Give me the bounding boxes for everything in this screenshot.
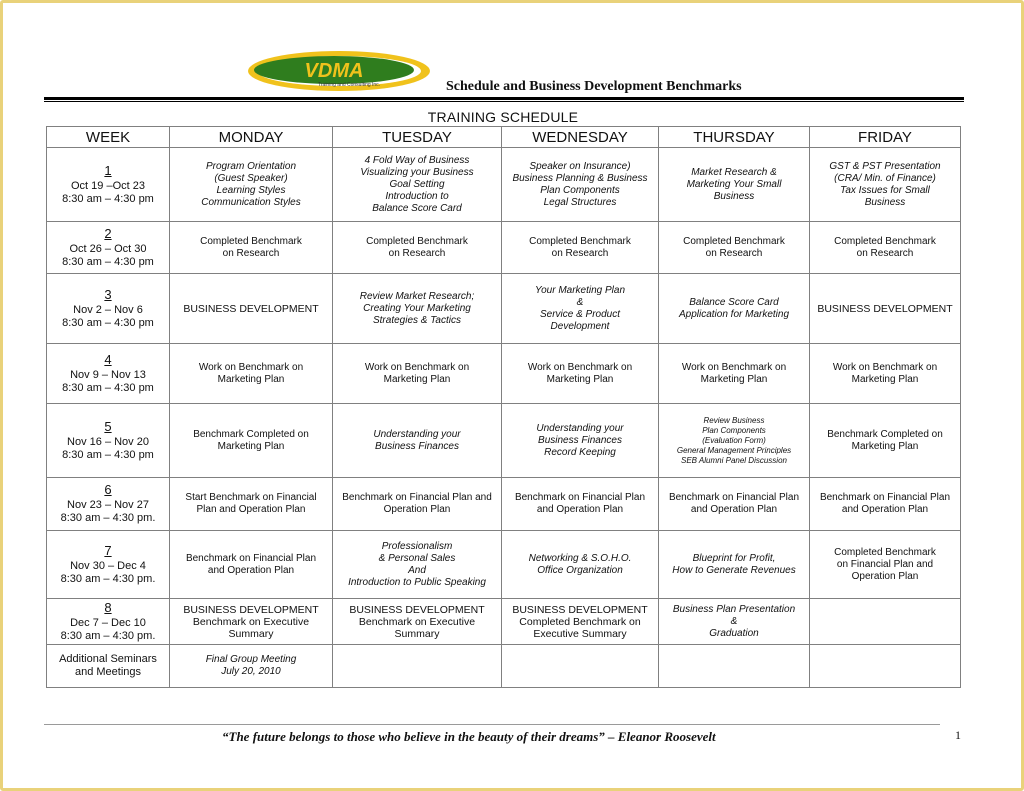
schedule-cell: Benchmark on Financial Plan and Operation Plan xyxy=(502,478,659,531)
week-cell xyxy=(47,404,170,478)
week-time: 8:30 am – 4:30 pm xyxy=(62,255,154,268)
week-cell xyxy=(47,222,170,274)
column-header: MONDAY xyxy=(170,127,333,148)
schedule-cell: BUSINESS DEVELOPMENT Benchmark on Executive Summary xyxy=(333,599,502,645)
schedule-cell: Final Group Meeting July 20, 2010 xyxy=(170,645,333,688)
schedule-cell: Professionalism & Personal Sales And Introduction to Public Speaking xyxy=(333,531,502,599)
column-header: WEEK xyxy=(47,127,170,148)
schedule-cell: Work on Benchmark on Marketing Plan xyxy=(170,344,333,404)
schedule-cell: Business Plan Presentation & Graduation xyxy=(659,599,810,645)
schedule-cell: Completed Benchmark on Financial Plan and Operation Plan xyxy=(810,531,961,599)
schedule-cell: BUSINESS DEVELOPMENT xyxy=(170,274,333,344)
schedule-cell: Completed Benchmark on Research xyxy=(170,222,333,274)
column-header: FRIDAY xyxy=(810,127,961,148)
svg-text:VDMA: VDMA xyxy=(304,60,364,82)
schedule-cell: Understanding your Business Finances xyxy=(333,404,502,478)
schedule-cell: Program Orientation (Guest Speaker) Learning Styles Communication Styles xyxy=(170,148,333,222)
footer-rule xyxy=(44,724,940,725)
schedule-cell: Blueprint for Profit, How to Generate Revenues xyxy=(659,531,810,599)
schedule-cell: Benchmark on Financial Plan and Operation Plan xyxy=(170,531,333,599)
table-row xyxy=(47,344,961,404)
week-num: 4 xyxy=(104,351,112,367)
week-cell xyxy=(47,531,170,599)
schedule-cell: BUSINESS DEVELOPMENT Completed Benchmark on Executive Summary xyxy=(502,599,659,645)
table-row xyxy=(47,599,961,645)
table-row xyxy=(47,222,961,274)
schedule-cell: Benchmark on Financial Plan and Operation Plan xyxy=(810,478,961,531)
week-dates: Nov 30 – Dec 4 xyxy=(70,559,146,572)
week-num: 3 xyxy=(104,286,112,302)
table-row xyxy=(47,531,961,599)
week-dates: Nov 23 – Nov 27 xyxy=(67,499,149,511)
week-num: 7 xyxy=(104,542,112,558)
schedule-cell: Benchmark Completed on Marketing Plan xyxy=(810,404,961,478)
week-dates: Nov 16 – Nov 20 xyxy=(67,435,149,448)
week-cell xyxy=(47,148,170,222)
week-dates: Oct 26 – Oct 30 xyxy=(69,242,147,255)
header-rule-thin xyxy=(44,101,964,102)
week-dates: Dec 7 – Dec 10 xyxy=(70,616,146,629)
week-cell xyxy=(47,645,170,688)
schedule-cell: Review Market Research; Creating Your Marketing Strategies & Tactics xyxy=(333,274,502,344)
schedule-cell: Completed Benchmark on Research xyxy=(810,222,961,274)
schedule-cell: Speaker on Insurance) Business Planning & Business Plan Components Legal Structures xyxy=(502,148,659,222)
week-dates: Nov 9 – Nov 13 xyxy=(70,368,146,381)
schedule-cell: Review Business Plan Components (Evaluation Form) General Management Principles SEB Alumni Panel Discussion xyxy=(659,404,810,478)
week-dates: Oct 19 –Oct 23 xyxy=(71,179,145,192)
week-time: 8:30 am – 4:30 pm. xyxy=(60,512,156,524)
week-time: 8:30 am – 4:30 pm. xyxy=(60,572,156,585)
schedule-cell: Market Research & Marketing Your Small Business xyxy=(659,148,810,222)
week-label: Additional Seminars and Meetings xyxy=(59,653,157,678)
schedule-cell: Networking & S.O.H.O. Office Organization xyxy=(502,531,659,599)
week-cell xyxy=(47,599,170,645)
week-cell xyxy=(47,274,170,344)
schedule-cell: Benchmark on Financial Plan and Operation Plan xyxy=(659,478,810,531)
logo-tagline: Training and Consulting Inc. xyxy=(318,82,381,88)
schedule-cell xyxy=(810,645,961,688)
week-num: 6 xyxy=(104,482,112,497)
schedule-cell: Work on Benchmark on Marketing Plan xyxy=(333,344,502,404)
schedule-cell: Completed Benchmark on Research xyxy=(659,222,810,274)
week-time: 8:30 am – 4:30 pm xyxy=(62,381,154,394)
footer-quote: “The future belongs to those who believe in the beauty of their dreams” – Eleanor Roosevelt xyxy=(222,729,716,744)
week-num: 8 xyxy=(104,599,112,615)
table-header-row xyxy=(47,127,961,148)
schedule-cell: Benchmark on Financial Plan and Operation Plan xyxy=(333,478,502,531)
document-title: Schedule and Business Development Benchmarks xyxy=(446,79,742,94)
table-row xyxy=(47,404,961,478)
week-num: 1 xyxy=(104,162,112,178)
week-time: 8:30 am – 4:30 pm xyxy=(62,192,154,205)
week-num: 5 xyxy=(104,418,112,434)
week-dates: Nov 2 – Nov 6 xyxy=(73,303,143,316)
week-num: 2 xyxy=(104,225,112,241)
schedule-cell: Your Marketing Plan & Service & Product Development xyxy=(502,274,659,344)
schedule-cell xyxy=(333,645,502,688)
table-row xyxy=(47,645,961,688)
column-header: THURSDAY xyxy=(659,127,810,148)
schedule-cell: Balance Score Card Application for Marketing xyxy=(659,274,810,344)
schedule-cell: Understanding your Business Finances Record Keeping xyxy=(502,404,659,478)
column-header: TUESDAY xyxy=(333,127,502,148)
schedule-cell: Work on Benchmark on Marketing Plan xyxy=(502,344,659,404)
table-row xyxy=(47,148,961,222)
week-time: 8:30 am – 4:30 pm xyxy=(62,448,154,461)
header-rule xyxy=(44,97,964,100)
week-cell xyxy=(47,344,170,404)
schedule-cell: GST & PST Presentation (CRA/ Min. of Finance) Tax Issues for Small Business xyxy=(810,148,961,222)
schedule-cell: Start Benchmark on Financial Plan and Operation Plan xyxy=(170,478,333,531)
week-time: 8:30 am – 4:30 pm xyxy=(62,316,154,329)
schedule-cell xyxy=(659,645,810,688)
schedule-cell: Work on Benchmark on Marketing Plan xyxy=(659,344,810,404)
schedule-cell: BUSINESS DEVELOPMENT Benchmark on Executive Summary xyxy=(170,599,333,645)
schedule-cell: Benchmark Completed on Marketing Plan xyxy=(170,404,333,478)
schedule-cell: Completed Benchmark on Research xyxy=(333,222,502,274)
column-header: WEDNESDAY xyxy=(502,127,659,148)
schedule-cell: 4 Fold Way of Business Visualizing your Business Goal Setting Introduction to Balance Score Card xyxy=(333,148,502,222)
page-number: 1 xyxy=(955,728,961,742)
schedule-cell xyxy=(810,599,961,645)
schedule-title: TRAINING SCHEDULE xyxy=(427,109,579,125)
schedule-cell: BUSINESS DEVELOPMENT xyxy=(810,274,961,344)
table-row xyxy=(47,478,961,531)
schedule-cell xyxy=(502,645,659,688)
table-row xyxy=(47,274,961,344)
training-schedule-table xyxy=(46,126,961,688)
week-time: 8:30 am – 4:30 pm. xyxy=(60,629,156,642)
schedule-cell: Completed Benchmark on Research xyxy=(502,222,659,274)
week-cell xyxy=(47,478,170,531)
schedule-cell: Work on Benchmark on Marketing Plan xyxy=(810,344,961,404)
